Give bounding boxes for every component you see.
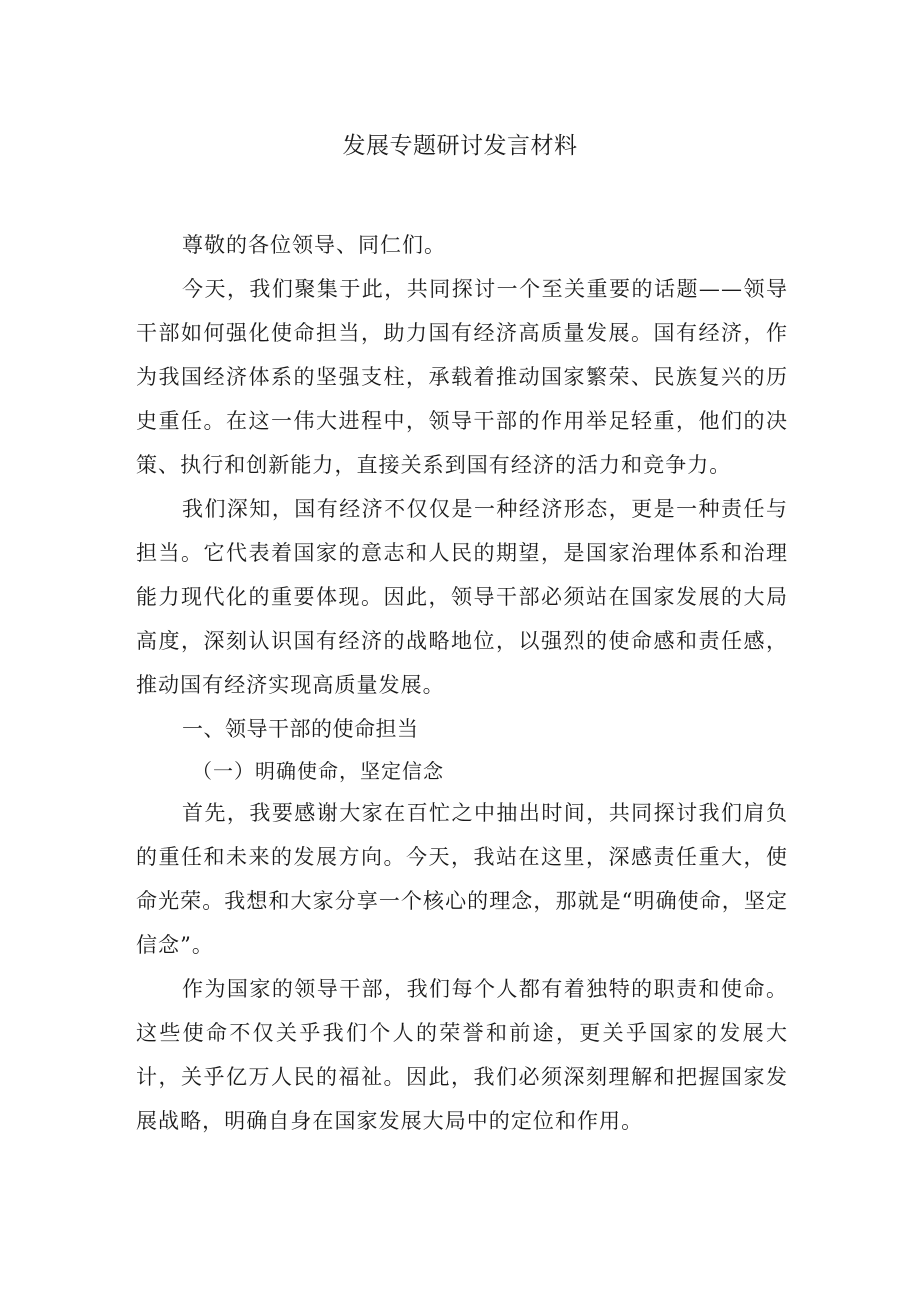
document-title: 发展专题研讨发言材料: [342, 133, 578, 159]
body-paragraph-1: 首先，我要感谢大家在百忙之中抽出时间，共同探讨我们肩负的重任和未来的发展方向。今天，我站在这里，深感责任重大，使命光荣。我想和大家分享一个核心的理念，那就是“明确使命，坚定信念”。: [136, 801, 788, 957]
intro-paragraph-1: 今天，我们聚集于此，共同探讨一个至关重要的话题——领导干部如何强化使命担当，助力国有经济高质量发展。国有经济，作为我国经济体系的坚强支柱，承载着推动国家繁荣、民族复兴的历史重任。在这一伟大进程中，领导干部的作用举足轻重，他们的决策、执行和创新能力，直接关系到国有经济的活力和竞争力。: [136, 277, 788, 477]
greeting-line: 尊敬的各位领导、同仁们。: [182, 233, 446, 257]
intro-paragraph-2: 我们深知，国有经济不仅仅是一种经济形态，更是一种责任与担当。它代表着国家的意志和人民的期望，是国家治理体系和治理能力现代化的重要体现。因此，领导干部必须站在国家发展的大局高度，深刻认识国有经济的战略地位，以强烈的使命感和责任感，推动国有经济实现高质量发展。: [136, 497, 788, 697]
body-paragraph-2: 作为国家的领导干部，我们每个人都有着独特的职责和使命。这些使命不仅关乎我们个人的荣誉和前途，更关乎国家的发展大计，关乎亿万人民的福祉。因此，我们必须深刻理解和把握国家发展战略，明确自身在国家发展大局中的定位和作用。: [136, 977, 788, 1133]
section-heading: 一、领导干部的使命担当: [182, 717, 419, 741]
document-body: [136, 223, 788, 1143]
subsection-heading: （一）明确使命，坚定信念: [192, 759, 444, 783]
